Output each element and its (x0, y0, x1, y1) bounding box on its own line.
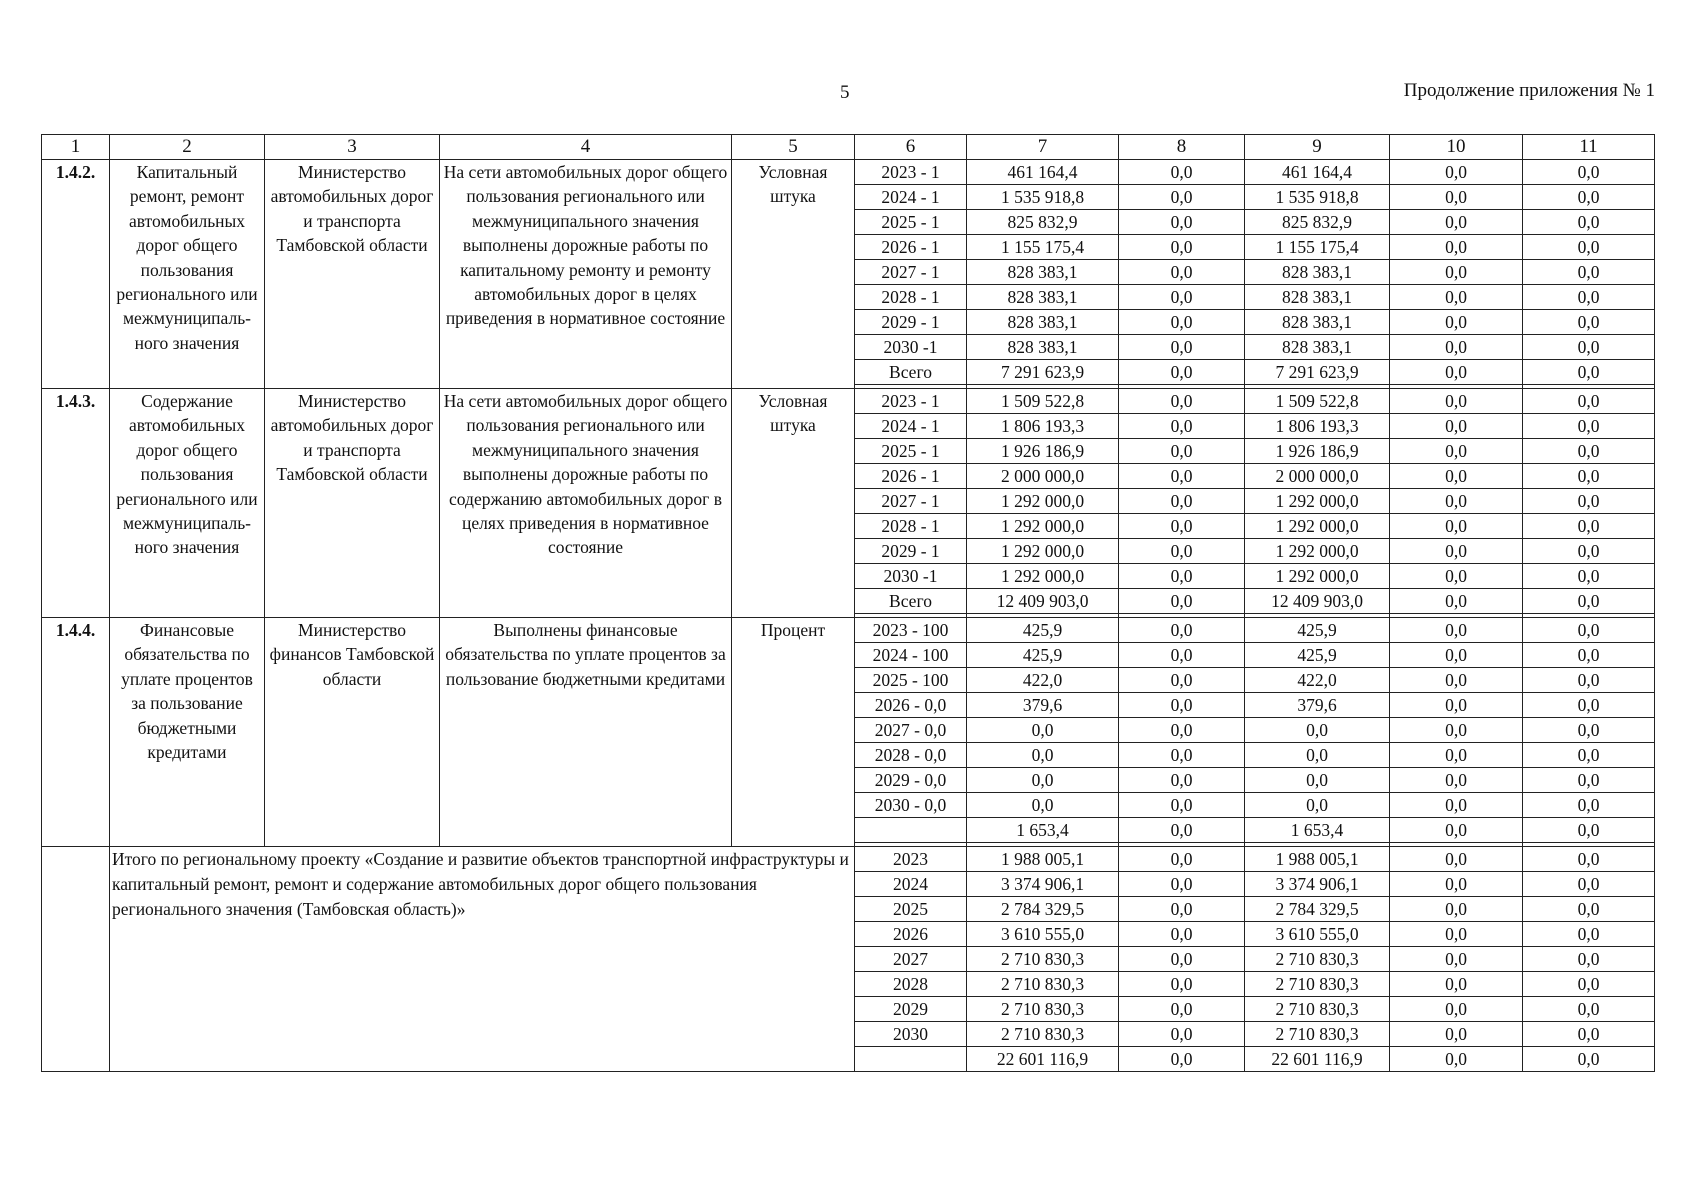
total-amount-cell: 2 710 830,3 (967, 972, 1119, 997)
item-code: 1.4.3. (42, 389, 110, 618)
local-budget-cell: 0,0 (1390, 718, 1523, 743)
regional-budget-cell: 1 292 000,0 (1245, 514, 1390, 539)
year-target-cell: 2025 - 100 (855, 668, 967, 693)
total-amount-cell: 1 292 000,0 (967, 564, 1119, 589)
total-amount-cell: 828 383,1 (967, 285, 1119, 310)
year-target-cell: 2028 - 1 (855, 285, 967, 310)
expected-result: На сети автомобильных дорог общего пользования регионального или межмуниципального значения выполнены дорожные работы по капитальному ремонту и ремонту автомобильных дорог в целях приведения в нормативное состояние (440, 160, 732, 389)
federal-budget-cell: 0,0 (1119, 464, 1245, 489)
total-code-cell (42, 847, 110, 1072)
total-amount-cell: 0,0 (967, 718, 1119, 743)
measurement-unit: Процент (732, 618, 855, 847)
federal-budget-cell: 0,0 (1119, 360, 1245, 385)
extrabudgetary-cell: 0,0 (1523, 693, 1655, 718)
year-target-cell: 2026 - 0,0 (855, 693, 967, 718)
local-budget-cell: 0,0 (1390, 768, 1523, 793)
year-target-cell: 2024 (855, 872, 967, 897)
extrabudgetary-cell: 0,0 (1523, 489, 1655, 514)
local-budget-cell: 0,0 (1390, 643, 1523, 668)
federal-budget-cell: 0,0 (1119, 618, 1245, 643)
total-amount-cell: 1 155 175,4 (967, 235, 1119, 260)
federal-budget-cell: 0,0 (1119, 1047, 1245, 1072)
appendix-continuation-note: Продолжение приложения № 1 (1403, 80, 1655, 101)
federal-budget-cell: 0,0 (1119, 564, 1245, 589)
expected-result: На сети автомобильных дорог общего пользования регионального или межмуниципального значения выполнены дорожные работы по содержанию автомобильных дорог в целях приведения в нормативное состояние (440, 389, 732, 618)
local-budget-cell: 0,0 (1390, 389, 1523, 414)
regional-budget-cell: 828 383,1 (1245, 285, 1390, 310)
extrabudgetary-cell: 0,0 (1523, 743, 1655, 768)
local-budget-cell: 0,0 (1390, 972, 1523, 997)
table-row (42, 618, 1655, 643)
total-amount-cell: 1 926 186,9 (967, 439, 1119, 464)
total-amount-cell: 461 164,4 (967, 160, 1119, 185)
federal-budget-cell: 0,0 (1119, 589, 1245, 614)
regional-budget-cell: 2 710 830,3 (1245, 972, 1390, 997)
regional-budget-cell: 828 383,1 (1245, 335, 1390, 360)
responsible-executor: Министерство финансов Тамбовской области (265, 618, 440, 847)
total-amount-cell: 2 784 329,5 (967, 897, 1119, 922)
federal-budget-cell: 0,0 (1119, 1022, 1245, 1047)
local-budget-cell: 0,0 (1390, 285, 1523, 310)
local-budget-cell: 0,0 (1390, 1047, 1523, 1072)
regional-budget-cell: 2 710 830,3 (1245, 1022, 1390, 1047)
extrabudgetary-cell: 0,0 (1523, 210, 1655, 235)
extrabudgetary-cell: 0,0 (1523, 897, 1655, 922)
regional-budget-cell: 0,0 (1245, 718, 1390, 743)
year-target-cell: 2028 (855, 972, 967, 997)
local-budget-cell: 0,0 (1390, 489, 1523, 514)
total-amount-cell: 0,0 (967, 793, 1119, 818)
regional-budget-cell: 1 926 186,9 (1245, 439, 1390, 464)
regional-budget-cell: 1 155 175,4 (1245, 235, 1390, 260)
extrabudgetary-cell: 0,0 (1523, 160, 1655, 185)
year-target-cell: 2027 (855, 947, 967, 972)
federal-budget-cell: 0,0 (1119, 972, 1245, 997)
item-name: Финансовые обязательства по уплате процентов за пользование бюджетными кредитами (110, 618, 265, 847)
regional-budget-cell: 425,9 (1245, 643, 1390, 668)
local-budget-cell: 0,0 (1390, 564, 1523, 589)
extrabudgetary-cell: 0,0 (1523, 718, 1655, 743)
total-amount-cell: 7 291 623,9 (967, 360, 1119, 385)
year-target-cell: 2029 - 1 (855, 310, 967, 335)
local-budget-cell: 0,0 (1390, 310, 1523, 335)
year-target-cell: 2026 - 1 (855, 464, 967, 489)
regional-budget-cell: 1 535 918,8 (1245, 185, 1390, 210)
extrabudgetary-cell: 0,0 (1523, 922, 1655, 947)
project-budget-table (41, 134, 1655, 1072)
table-body (42, 160, 1655, 1072)
local-budget-cell: 0,0 (1390, 160, 1523, 185)
total-amount-cell: 2 710 830,3 (967, 1022, 1119, 1047)
year-target-cell: 2030 -1 (855, 335, 967, 360)
federal-budget-cell: 0,0 (1119, 693, 1245, 718)
extrabudgetary-cell: 0,0 (1523, 847, 1655, 872)
total-amount-cell: 1 988 005,1 (967, 847, 1119, 872)
local-budget-cell: 0,0 (1390, 210, 1523, 235)
year-target-cell: 2030 -1 (855, 564, 967, 589)
extrabudgetary-cell: 0,0 (1523, 335, 1655, 360)
local-budget-cell: 0,0 (1390, 818, 1523, 843)
local-budget-cell: 0,0 (1390, 922, 1523, 947)
total-amount-cell: 828 383,1 (967, 260, 1119, 285)
extrabudgetary-cell: 0,0 (1523, 310, 1655, 335)
total-amount-cell: 2 710 830,3 (967, 947, 1119, 972)
year-target-cell (855, 818, 967, 843)
regional-budget-cell: 0,0 (1245, 768, 1390, 793)
regional-budget-cell: 1 292 000,0 (1245, 564, 1390, 589)
year-target-cell: 2025 - 1 (855, 439, 967, 464)
item-name: Содержание автомобильных дорог общего пользования регионального или межмуниципаль-ного значения (110, 389, 265, 618)
column-header: 11 (1523, 135, 1655, 160)
year-target-cell: 2030 - 0,0 (855, 793, 967, 818)
item-code: 1.4.4. (42, 618, 110, 847)
total-amount-cell: 828 383,1 (967, 335, 1119, 360)
extrabudgetary-cell: 0,0 (1523, 872, 1655, 897)
local-budget-cell: 0,0 (1390, 668, 1523, 693)
extrabudgetary-cell: 0,0 (1523, 389, 1655, 414)
federal-budget-cell: 0,0 (1119, 768, 1245, 793)
federal-budget-cell: 0,0 (1119, 818, 1245, 843)
federal-budget-cell: 0,0 (1119, 872, 1245, 897)
total-amount-cell: 12 409 903,0 (967, 589, 1119, 614)
total-amount-cell: 22 601 116,9 (967, 1047, 1119, 1072)
extrabudgetary-cell: 0,0 (1523, 235, 1655, 260)
local-budget-cell: 0,0 (1390, 335, 1523, 360)
column-header: 4 (440, 135, 732, 160)
year-target-cell: 2027 - 1 (855, 489, 967, 514)
total-amount-cell: 825 832,9 (967, 210, 1119, 235)
column-header: 3 (265, 135, 440, 160)
federal-budget-cell: 0,0 (1119, 718, 1245, 743)
regional-budget-cell: 2 710 830,3 (1245, 947, 1390, 972)
year-target-cell: 2027 - 1 (855, 260, 967, 285)
local-budget-cell: 0,0 (1390, 539, 1523, 564)
column-header: 8 (1119, 135, 1245, 160)
extrabudgetary-cell: 0,0 (1523, 997, 1655, 1022)
extrabudgetary-cell: 0,0 (1523, 414, 1655, 439)
federal-budget-cell: 0,0 (1119, 514, 1245, 539)
total-amount-cell: 1 653,4 (967, 818, 1119, 843)
federal-budget-cell: 0,0 (1119, 285, 1245, 310)
regional-budget-cell: 0,0 (1245, 793, 1390, 818)
table-row (42, 389, 1655, 414)
extrabudgetary-cell: 0,0 (1523, 185, 1655, 210)
extrabudgetary-cell: 0,0 (1523, 668, 1655, 693)
column-header: 6 (855, 135, 967, 160)
measurement-unit: Условная штука (732, 389, 855, 618)
regional-budget-cell: 3 610 555,0 (1245, 922, 1390, 947)
year-target-cell: 2029 - 1 (855, 539, 967, 564)
year-target-cell: 2028 - 1 (855, 514, 967, 539)
year-target-cell: 2024 - 1 (855, 414, 967, 439)
federal-budget-cell: 0,0 (1119, 947, 1245, 972)
regional-budget-cell: 22 601 116,9 (1245, 1047, 1390, 1072)
local-budget-cell: 0,0 (1390, 235, 1523, 260)
regional-budget-cell: 1 653,4 (1245, 818, 1390, 843)
total-amount-cell: 1 292 000,0 (967, 514, 1119, 539)
year-target-cell: 2023 - 1 (855, 389, 967, 414)
total-amount-cell: 1 509 522,8 (967, 389, 1119, 414)
local-budget-cell: 0,0 (1390, 414, 1523, 439)
table-row (42, 160, 1655, 185)
extrabudgetary-cell: 0,0 (1523, 539, 1655, 564)
total-amount-cell: 1 806 193,3 (967, 414, 1119, 439)
page-number: 5 (840, 82, 850, 103)
regional-budget-cell: 825 832,9 (1245, 210, 1390, 235)
regional-budget-cell: 379,6 (1245, 693, 1390, 718)
year-target-cell: 2025 - 1 (855, 210, 967, 235)
total-amount-cell: 3 374 906,1 (967, 872, 1119, 897)
year-target-cell: 2023 - 1 (855, 160, 967, 185)
regional-budget-cell: 461 164,4 (1245, 160, 1390, 185)
extrabudgetary-cell: 0,0 (1523, 818, 1655, 843)
extrabudgetary-cell: 0,0 (1523, 1047, 1655, 1072)
total-row (42, 847, 1655, 872)
federal-budget-cell: 0,0 (1119, 922, 1245, 947)
regional-budget-cell: 422,0 (1245, 668, 1390, 693)
local-budget-cell: 0,0 (1390, 439, 1523, 464)
total-amount-cell: 828 383,1 (967, 310, 1119, 335)
regional-budget-cell: 3 374 906,1 (1245, 872, 1390, 897)
regional-budget-cell: 1 509 522,8 (1245, 389, 1390, 414)
responsible-executor: Министерство автомобильных дорог и транспорта Тамбовской области (265, 160, 440, 389)
local-budget-cell: 0,0 (1390, 693, 1523, 718)
extrabudgetary-cell: 0,0 (1523, 260, 1655, 285)
extrabudgetary-cell: 0,0 (1523, 439, 1655, 464)
total-amount-cell: 2 000 000,0 (967, 464, 1119, 489)
regional-budget-cell: 425,9 (1245, 618, 1390, 643)
column-number-row (42, 135, 1655, 160)
regional-budget-cell: 1 292 000,0 (1245, 489, 1390, 514)
year-target-cell: 2029 - 0,0 (855, 768, 967, 793)
local-budget-cell: 0,0 (1390, 1022, 1523, 1047)
extrabudgetary-cell: 0,0 (1523, 589, 1655, 614)
local-budget-cell: 0,0 (1390, 360, 1523, 385)
extrabudgetary-cell: 0,0 (1523, 1022, 1655, 1047)
federal-budget-cell: 0,0 (1119, 539, 1245, 564)
local-budget-cell: 0,0 (1390, 872, 1523, 897)
expected-result: Выполнены финансовые обязательства по уплате процентов за пользование бюджетными кредитами (440, 618, 732, 847)
column-header: 1 (42, 135, 110, 160)
year-target-cell: Всего (855, 589, 967, 614)
regional-budget-cell: 2 710 830,3 (1245, 997, 1390, 1022)
extrabudgetary-cell: 0,0 (1523, 564, 1655, 589)
regional-budget-cell: 1 292 000,0 (1245, 539, 1390, 564)
year-target-cell: 2030 (855, 1022, 967, 1047)
total-amount-cell: 425,9 (967, 643, 1119, 668)
column-header: 2 (110, 135, 265, 160)
total-amount-cell: 3 610 555,0 (967, 922, 1119, 947)
extrabudgetary-cell: 0,0 (1523, 618, 1655, 643)
item-name: Капитальный ремонт, ремонт автомобильных дорог общего пользования регионального или межмуниципаль-ного значения (110, 160, 265, 389)
local-budget-cell: 0,0 (1390, 464, 1523, 489)
year-target-cell: 2025 (855, 897, 967, 922)
year-target-cell: 2023 - 100 (855, 618, 967, 643)
regional-budget-cell: 2 784 329,5 (1245, 897, 1390, 922)
responsible-executor: Министерство автомобильных дорог и транспорта Тамбовской области (265, 389, 440, 618)
total-amount-cell: 422,0 (967, 668, 1119, 693)
total-amount-cell: 2 710 830,3 (967, 997, 1119, 1022)
federal-budget-cell: 0,0 (1119, 389, 1245, 414)
extrabudgetary-cell: 0,0 (1523, 514, 1655, 539)
year-target-cell (855, 1047, 967, 1072)
year-target-cell: 2024 - 100 (855, 643, 967, 668)
column-header: 5 (732, 135, 855, 160)
local-budget-cell: 0,0 (1390, 260, 1523, 285)
year-target-cell: 2023 (855, 847, 967, 872)
year-target-cell: 2027 - 0,0 (855, 718, 967, 743)
federal-budget-cell: 0,0 (1119, 489, 1245, 514)
extrabudgetary-cell: 0,0 (1523, 285, 1655, 310)
regional-budget-cell: 12 409 903,0 (1245, 589, 1390, 614)
federal-budget-cell: 0,0 (1119, 439, 1245, 464)
project-total-label: Итого по региональному проекту «Создание и развитие объектов транспортной инфраструктуры и капитальный ремонт, ремонт и содержание автомобильных дорог общего пользования регионального значения (Тамбовская область)» (110, 847, 855, 1072)
local-budget-cell: 0,0 (1390, 514, 1523, 539)
year-target-cell: 2026 (855, 922, 967, 947)
extrabudgetary-cell: 0,0 (1523, 768, 1655, 793)
column-header: 10 (1390, 135, 1523, 160)
measurement-unit: Условная штука (732, 160, 855, 389)
extrabudgetary-cell: 0,0 (1523, 643, 1655, 668)
item-code: 1.4.2. (42, 160, 110, 389)
total-amount-cell: 379,6 (967, 693, 1119, 718)
extrabudgetary-cell: 0,0 (1523, 947, 1655, 972)
federal-budget-cell: 0,0 (1119, 897, 1245, 922)
federal-budget-cell: 0,0 (1119, 335, 1245, 360)
column-header: 9 (1245, 135, 1390, 160)
local-budget-cell: 0,0 (1390, 793, 1523, 818)
extrabudgetary-cell: 0,0 (1523, 360, 1655, 385)
total-amount-cell: 1 535 918,8 (967, 185, 1119, 210)
federal-budget-cell: 0,0 (1119, 210, 1245, 235)
local-budget-cell: 0,0 (1390, 997, 1523, 1022)
total-amount-cell: 425,9 (967, 618, 1119, 643)
total-amount-cell: 1 292 000,0 (967, 489, 1119, 514)
federal-budget-cell: 0,0 (1119, 668, 1245, 693)
federal-budget-cell: 0,0 (1119, 997, 1245, 1022)
regional-budget-cell: 1 988 005,1 (1245, 847, 1390, 872)
federal-budget-cell: 0,0 (1119, 310, 1245, 335)
local-budget-cell: 0,0 (1390, 589, 1523, 614)
federal-budget-cell: 0,0 (1119, 260, 1245, 285)
local-budget-cell: 0,0 (1390, 618, 1523, 643)
federal-budget-cell: 0,0 (1119, 414, 1245, 439)
federal-budget-cell: 0,0 (1119, 643, 1245, 668)
year-target-cell: 2028 - 0,0 (855, 743, 967, 768)
local-budget-cell: 0,0 (1390, 743, 1523, 768)
year-target-cell: Всего (855, 360, 967, 385)
federal-budget-cell: 0,0 (1119, 793, 1245, 818)
regional-budget-cell: 1 806 193,3 (1245, 414, 1390, 439)
federal-budget-cell: 0,0 (1119, 743, 1245, 768)
local-budget-cell: 0,0 (1390, 185, 1523, 210)
federal-budget-cell: 0,0 (1119, 235, 1245, 260)
regional-budget-cell: 0,0 (1245, 743, 1390, 768)
local-budget-cell: 0,0 (1390, 897, 1523, 922)
total-amount-cell: 0,0 (967, 768, 1119, 793)
column-header: 7 (967, 135, 1119, 160)
federal-budget-cell: 0,0 (1119, 185, 1245, 210)
year-target-cell: 2029 (855, 997, 967, 1022)
local-budget-cell: 0,0 (1390, 847, 1523, 872)
extrabudgetary-cell: 0,0 (1523, 464, 1655, 489)
regional-budget-cell: 2 000 000,0 (1245, 464, 1390, 489)
local-budget-cell: 0,0 (1390, 947, 1523, 972)
total-amount-cell: 1 292 000,0 (967, 539, 1119, 564)
regional-budget-cell: 828 383,1 (1245, 260, 1390, 285)
year-target-cell: 2024 - 1 (855, 185, 967, 210)
extrabudgetary-cell: 0,0 (1523, 972, 1655, 997)
total-amount-cell: 0,0 (967, 743, 1119, 768)
extrabudgetary-cell: 0,0 (1523, 793, 1655, 818)
federal-budget-cell: 0,0 (1119, 160, 1245, 185)
regional-budget-cell: 7 291 623,9 (1245, 360, 1390, 385)
regional-budget-cell: 828 383,1 (1245, 310, 1390, 335)
year-target-cell: 2026 - 1 (855, 235, 967, 260)
federal-budget-cell: 0,0 (1119, 847, 1245, 872)
